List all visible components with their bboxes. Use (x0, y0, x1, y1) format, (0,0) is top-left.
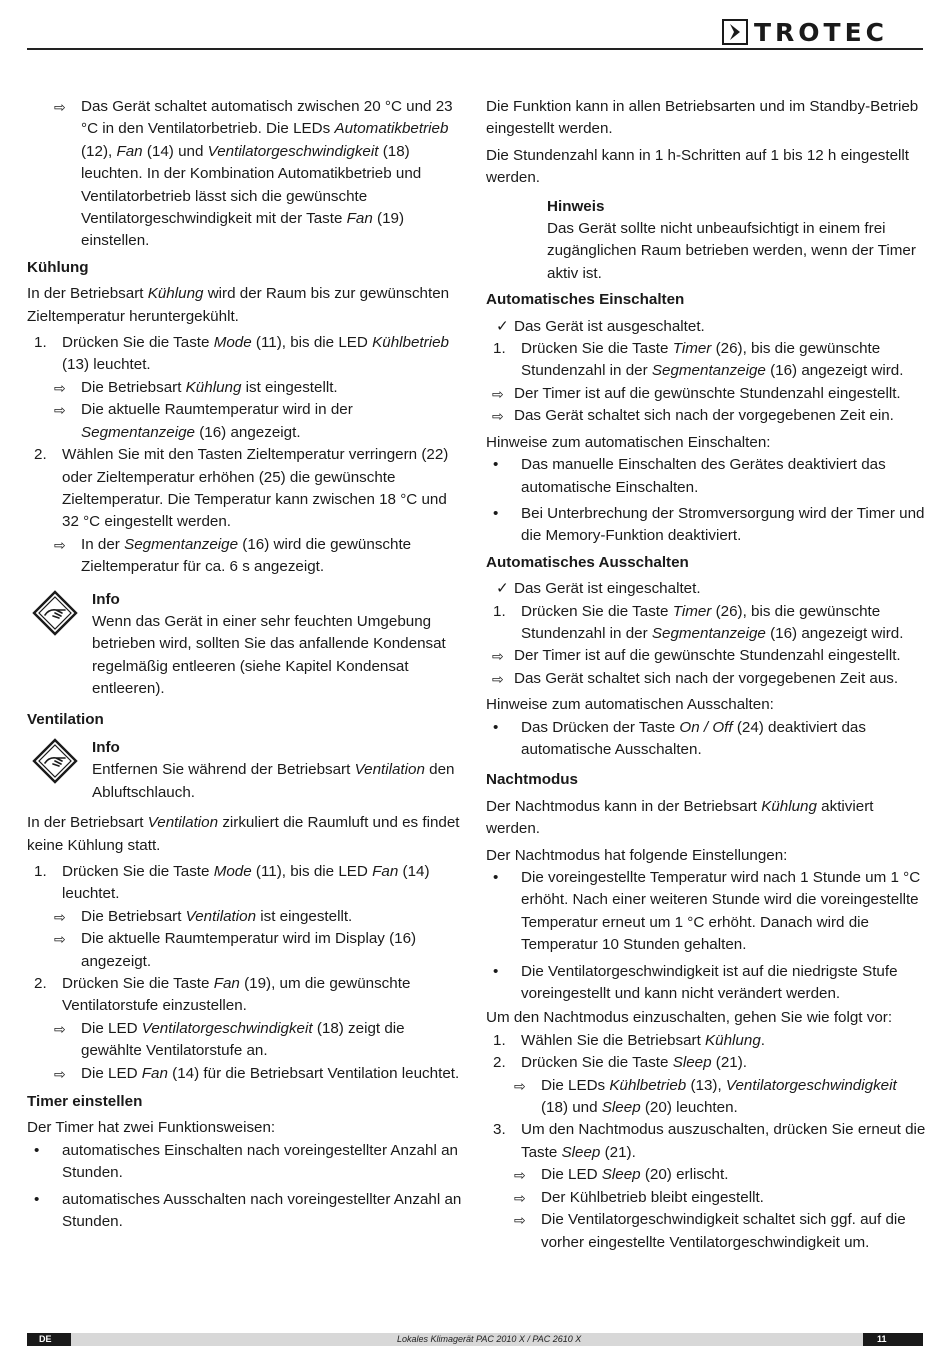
paragraph: Der Timer hat zwei Funktionsweisen: (27, 1119, 276, 1137)
brand-name: TROTEC (754, 17, 889, 47)
bullet-icon: • (34, 1141, 40, 1159)
paragraph: Der Nachtmodus kann in der Betriebsart Kühlung aktiviert werden. (486, 797, 874, 838)
result-arrow-item: ⇨ Das Gerät schaltet sich nach der vorgegebenen Zeit ein. (492, 405, 926, 427)
logo-chevron-icon (722, 19, 748, 45)
step-item: 2. Wählen Sie mit den Tasten Zieltemperatur verringern (22) oder Zieltemperatur erhöhen (25) die gewünschte Zieltemperatur. Die Temperatur kann zwischen 18 °C und 32 °C eingestellt werden. (34, 446, 449, 531)
result-arrow-item: ⇨ Das Gerät schaltet automatisch zwischen 20 °C und 23 °C in den Ventilatorbetrieb. Die LEDs Automatikbetrieb (12), Fan (14) und Ventilatorgeschwindigkeit (18) leuchten. In der Kombination Automatikbetrieb und Ventilatorbetrieb lässt sich die gewünschte Ventilatorgeschwindigkeit mit der Taste Fan (19) einstellen. (54, 98, 453, 250)
step-item: 1. Drücken Sie die Taste Timer (26), bis die gewünschte Stundenzahl in der Segmentanzeige (16) angezeigt wird. (493, 340, 904, 380)
info-hand-icon (31, 589, 79, 637)
step-item: 1. Drücken Sie die Taste Mode (11), bis die LED Kühlbetrieb (13) leuchtet. (34, 334, 449, 374)
step-item: 2. Drücken Sie die Taste Sleep (21). (493, 1054, 747, 1072)
heading-nachtmodus: Nachtmodus (486, 771, 578, 789)
info-box (27, 589, 467, 701)
bullet-item: • automatisches Ausschalten nach voreingestellter Anzahl an Stunden. (34, 1190, 462, 1231)
paragraph: Hinweise zum automatischen Ausschalten: (486, 696, 774, 714)
step-item: 3. Um den Nachtmodus auszuschalten, drücken Sie erneut die Taste Sleep (21). (493, 1121, 926, 1161)
bullet-item: • Das Drücken der Taste On / Off (24) deaktiviert das automatische Ausschalten. (493, 718, 866, 758)
hinweis-text: Das Gerät sollte nicht unbeaufsichtigt in einem frei zugänglichen Raum betrieben werden, wenn der Timer aktiv ist. (547, 220, 916, 282)
result-arrow-item: ⇨ Die aktuelle Raumtemperatur wird in der Segmentanzeige (16) angezeigt. (54, 401, 353, 441)
check-icon: ✓ (496, 580, 509, 598)
arrow-icon: ⇨ (54, 402, 66, 419)
footer-language: DE (27, 1333, 71, 1346)
arrow-icon: ⇨ (54, 99, 66, 115)
heading-ventilation: Ventilation (27, 710, 104, 728)
bullet-icon: • (34, 1190, 40, 1208)
arrow-icon: ⇨ (492, 648, 504, 665)
arrow-icon: ⇨ (514, 1189, 526, 1206)
result-arrow-item: ⇨ Die LED Sleep (20) erlischt. (514, 1164, 926, 1186)
heading-kuehlung: Kühlung (27, 258, 89, 276)
header-rule (27, 48, 923, 50)
bullet-item: • Bei Unterbrechung der Stromversorgung wird der Timer und die Memory-Funktion deaktiviert. (493, 504, 925, 545)
arrow-icon: ⇨ (54, 908, 66, 925)
result-arrow-item: ⇨ In der Segmentanzeige (16) wird die gewünschte Zieltemperatur für ca. 6 s angezeigt. (54, 535, 412, 576)
trotec-logo (722, 17, 888, 47)
result-arrow-item: ⇨ Die aktuelle Raumtemperatur wird im Display (16) angezeigt. (54, 930, 417, 970)
paragraph: Hinweise zum automatischen Einschalten: (486, 433, 771, 451)
paragraph: In der Betriebsart Kühlung wird der Raum bis zur gewünschten Zieltemperatur heruntergekühlt. (27, 285, 450, 325)
left-column (27, 96, 467, 1234)
step-item: 1. Drücken Sie die Taste Timer (26), bis die gewünschte Stundenzahl in der Segmentanzeige (16) angezeigt wird. (493, 602, 904, 642)
step-item: 1. Wählen Sie die Betriebsart Kühlung. (493, 1031, 766, 1049)
heading-timer: Timer einstellen (27, 1093, 143, 1111)
heading-automatisches-ausschalten: Automatisches Ausschalten (486, 553, 689, 571)
info-box (27, 737, 467, 804)
arrow-icon: ⇨ (514, 1212, 526, 1229)
result-arrow-item: ⇨ Die Ventilatorgeschwindigkeit schaltet sich ggf. auf die vorher eingestellte Ventilatorgeschwindigkeit um. (514, 1211, 906, 1251)
arrow-icon: ⇨ (54, 1065, 66, 1082)
paragraph: In der Betriebsart Ventilation zirkuliert die Raumluft und es findet keine Kühlung statt. (27, 814, 460, 854)
arrow-icon: ⇨ (492, 670, 504, 687)
bullet-icon: • (493, 456, 499, 474)
arrow-icon: ⇨ (514, 1077, 526, 1094)
precondition-item: ✓ Das Gerät ist eingeschaltet. (496, 578, 926, 600)
precondition-item: ✓ Das Gerät ist ausgeschaltet. (496, 316, 926, 338)
arrow-icon: ⇨ (492, 385, 504, 402)
step-item: 2. Drücken Sie die Taste Fan (19), um die gewünschte Ventilatorstufe einzustellen. (34, 975, 411, 1015)
paragraph: Der Nachtmodus hat folgende Einstellungen: (486, 846, 788, 864)
page-footer (27, 1333, 923, 1346)
arrow-icon: ⇨ (54, 1020, 66, 1037)
right-column (486, 96, 926, 1254)
result-arrow-item: ⇨ Die Betriebsart Kühlung ist eingestellt. (54, 377, 467, 399)
bullet-icon: • (493, 718, 499, 736)
info-text: Wenn das Gerät in einer sehr feuchten Umgebung betrieben wird, sollten Sie das anfallende Kondensat regelmäßig entleeren (siehe Kapitel Kondensat entleeren). (92, 612, 446, 698)
paragraph: Die Stundenzahl kann in 1 h-Schritten auf 1 bis 12 h eingestellt werden. (486, 146, 909, 187)
bullet-item: • Das manuelle Einschalten des Gerätes deaktiviert das automatische Einschalten. (493, 456, 886, 496)
arrow-icon: ⇨ (492, 408, 504, 425)
bullet-item: • Die voreingestellte Temperatur wird nach 1 Stunde um 1 °C erhöht. Nach einer weiteren Stunde wird die voreingestellte Temperatur erneut um 1 °C erhöht. Danach wird die Temperatur 10 Stunden gehalten. (493, 869, 921, 954)
info-title: Info (92, 738, 120, 756)
result-arrow-item: ⇨ Der Timer ist auf die gewünschte Stundenzahl eingestellt. (492, 645, 926, 667)
bullet-icon: • (493, 962, 499, 980)
footer-title: Lokales Klimagerät PAC 2010 X / PAC 2610 X (397, 1334, 582, 1344)
arrow-icon: ⇨ (54, 931, 66, 948)
info-hand-icon (31, 737, 79, 785)
info-title: Info (92, 590, 120, 608)
result-arrow-item: ⇨ Das Gerät schaltet sich nach der vorgegebenen Zeit aus. (492, 668, 926, 690)
bullet-item: • Die Ventilatorgeschwindigkeit ist auf die niedrigste Stufe voreingestellt und kann nicht verändert werden. (493, 962, 898, 1003)
paragraph: Die Funktion kann in allen Betriebsarten und im Standby-Betrieb eingestellt werden. (486, 98, 919, 138)
check-icon: ✓ (496, 317, 509, 335)
info-text: Entfernen Sie während der Betriebsart Ventilation den Abluftschlauch. (92, 761, 455, 801)
bullet-icon: • (493, 504, 499, 522)
result-arrow-item: ⇨ Der Kühlbetrieb bleibt eingestellt. (514, 1187, 926, 1209)
result-arrow-item: ⇨ Die LED Fan (14) für die Betriebsart Ventilation leuchtet. (54, 1063, 467, 1085)
hinweis-title: Hinweis (547, 197, 605, 215)
bullet-icon: • (493, 869, 499, 886)
page-number: 11 (863, 1333, 923, 1346)
step-item: 1. Drücken Sie die Taste Mode (11), bis die LED Fan (14) leuchtet. (34, 863, 430, 903)
paragraph: Um den Nachtmodus einzuschalten, gehen Sie wie folgt vor: (486, 1009, 893, 1027)
result-arrow-item: ⇨ Die Betriebsart Ventilation ist eingestellt. (54, 906, 467, 928)
result-arrow-item: ⇨ Der Timer ist auf die gewünschte Stundenzahl eingestellt. (492, 383, 926, 405)
result-arrow-item: ⇨ Die LEDs Kühlbetrieb (13), Ventilatorgeschwindigkeit (18) und Sleep (20) leuchten. (514, 1076, 897, 1117)
heading-automatisches-einschalten: Automatisches Einschalten (486, 291, 685, 309)
arrow-icon: ⇨ (54, 379, 66, 396)
hinweis-box (547, 196, 926, 286)
bullet-item: • automatisches Einschalten nach voreingestellter Anzahl an Stunden. (34, 1141, 458, 1182)
result-arrow-item: ⇨ Die LED Ventilatorgeschwindigkeit (18) zeigt die gewählte Ventilatorstufe an. (54, 1019, 405, 1060)
arrow-icon: ⇨ (514, 1167, 526, 1184)
arrow-icon: ⇨ (54, 536, 66, 553)
